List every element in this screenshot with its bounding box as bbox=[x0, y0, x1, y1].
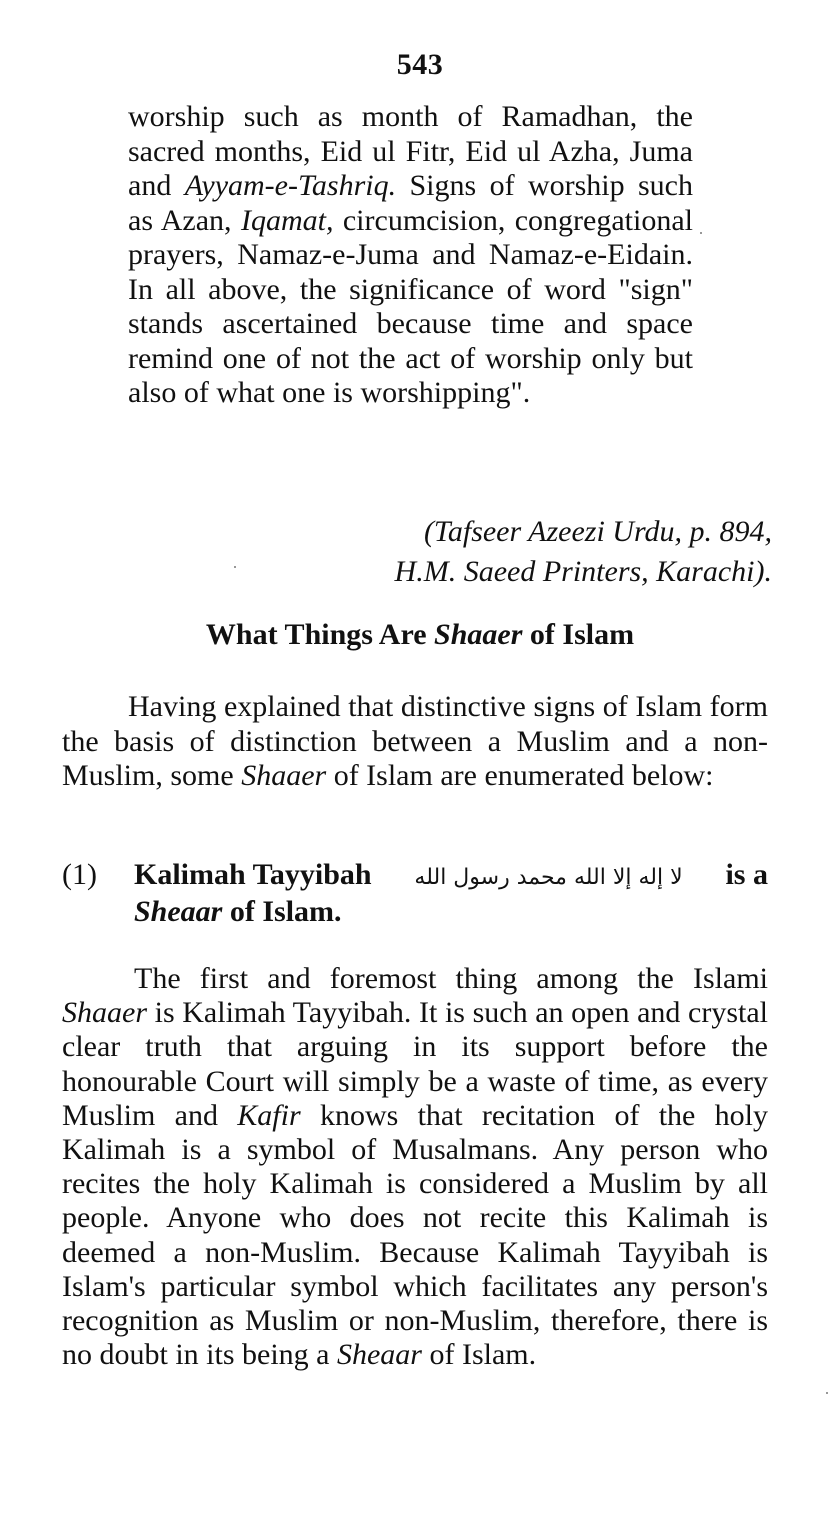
quote-text-1: worship such as month of Ramadhan, the sacred months, Eid ul Fitr, Eid ul Azha, Juma and bbox=[128, 100, 693, 202]
scan-speck bbox=[700, 232, 702, 234]
scan-speck bbox=[826, 1392, 828, 1394]
intro-paragraph bbox=[62, 690, 768, 794]
body-paragraph bbox=[62, 962, 768, 1372]
body-text-1: The first and foremost thing among the Islami bbox=[134, 962, 768, 995]
body-italic-2: Kafir bbox=[237, 1098, 301, 1132]
quoted-passage bbox=[128, 100, 693, 411]
list-item-italic: Sheaar bbox=[134, 895, 223, 928]
page-number: 543 bbox=[396, 48, 444, 81]
section-heading bbox=[0, 618, 840, 652]
list-item-number: (1) bbox=[62, 858, 97, 891]
quote-italic-2: Iqamat, bbox=[240, 203, 334, 237]
heading-prefix: What Things Are bbox=[205, 618, 435, 651]
list-item-body bbox=[134, 858, 768, 929]
quote-italic-1: Ayyam-e-Tashriq. bbox=[184, 169, 397, 202]
quote-text-3: circumcision, congregational prayers, Namaz-e-Juma and Namaz-e-Eidain. In all above, the significance of word "sign" stands ascertained because time and space remind one of not the act of worship only but also of what one is worshipping". bbox=[128, 203, 693, 409]
heading-suffix: of Islam bbox=[522, 618, 635, 651]
citation-line-2: H.M. Saeed Printers, Karachi). bbox=[394, 555, 772, 588]
citation-line-1: (Tafseer Azeezi Urdu, p. 894, bbox=[423, 515, 772, 548]
body-text-4: of Islam. bbox=[421, 1338, 537, 1372]
list-item-lead: Kalimah Tayyibah bbox=[134, 858, 372, 891]
body-italic-3: Sheaar bbox=[336, 1338, 422, 1372]
heading-italic: Shaaer bbox=[434, 618, 523, 651]
intro-text-2: of Islam are enumerated below: bbox=[326, 759, 714, 792]
list-item-tail: is a bbox=[725, 858, 768, 891]
scan-speck bbox=[234, 566, 236, 568]
list-item-line-1 bbox=[134, 858, 768, 895]
quote-text-2: Signs of worship such as Azan, bbox=[128, 169, 693, 237]
body-text-2: is Kalimah Tayyibah. It is such an open and crystal clear truth that arguing in its support before the honourable Court will simply be a waste of time, as every Muslim and bbox=[62, 996, 768, 1132]
intro-italic: Shaaer bbox=[241, 759, 327, 792]
list-item-line-2 bbox=[134, 895, 768, 929]
list-item-suffix: of Islam. bbox=[222, 895, 342, 928]
intro-text-1: Having explained that distinctive signs of Islam form the basis of distinction between a Muslim and a non-Muslim, some bbox=[62, 690, 768, 792]
arabic-kalimah: لا إله إلا الله محمد رسول الله bbox=[414, 865, 683, 890]
body-italic-1: Shaaer bbox=[62, 996, 147, 1030]
citation bbox=[395, 512, 772, 592]
body-text-3: knows that recitation of the holy Kalimah is a symbol of Musalmans. Any person who recites the holy Kalimah is considered a Muslim by all people. Anyone who does not recite this Kalimah is deemed a non-Muslim. Because Kalimah Tayyibah is Islam's particular symbol which facilitates any person's recognition as Muslim or non-Muslim, therefore, there is no doubt in its being a bbox=[62, 1098, 769, 1372]
